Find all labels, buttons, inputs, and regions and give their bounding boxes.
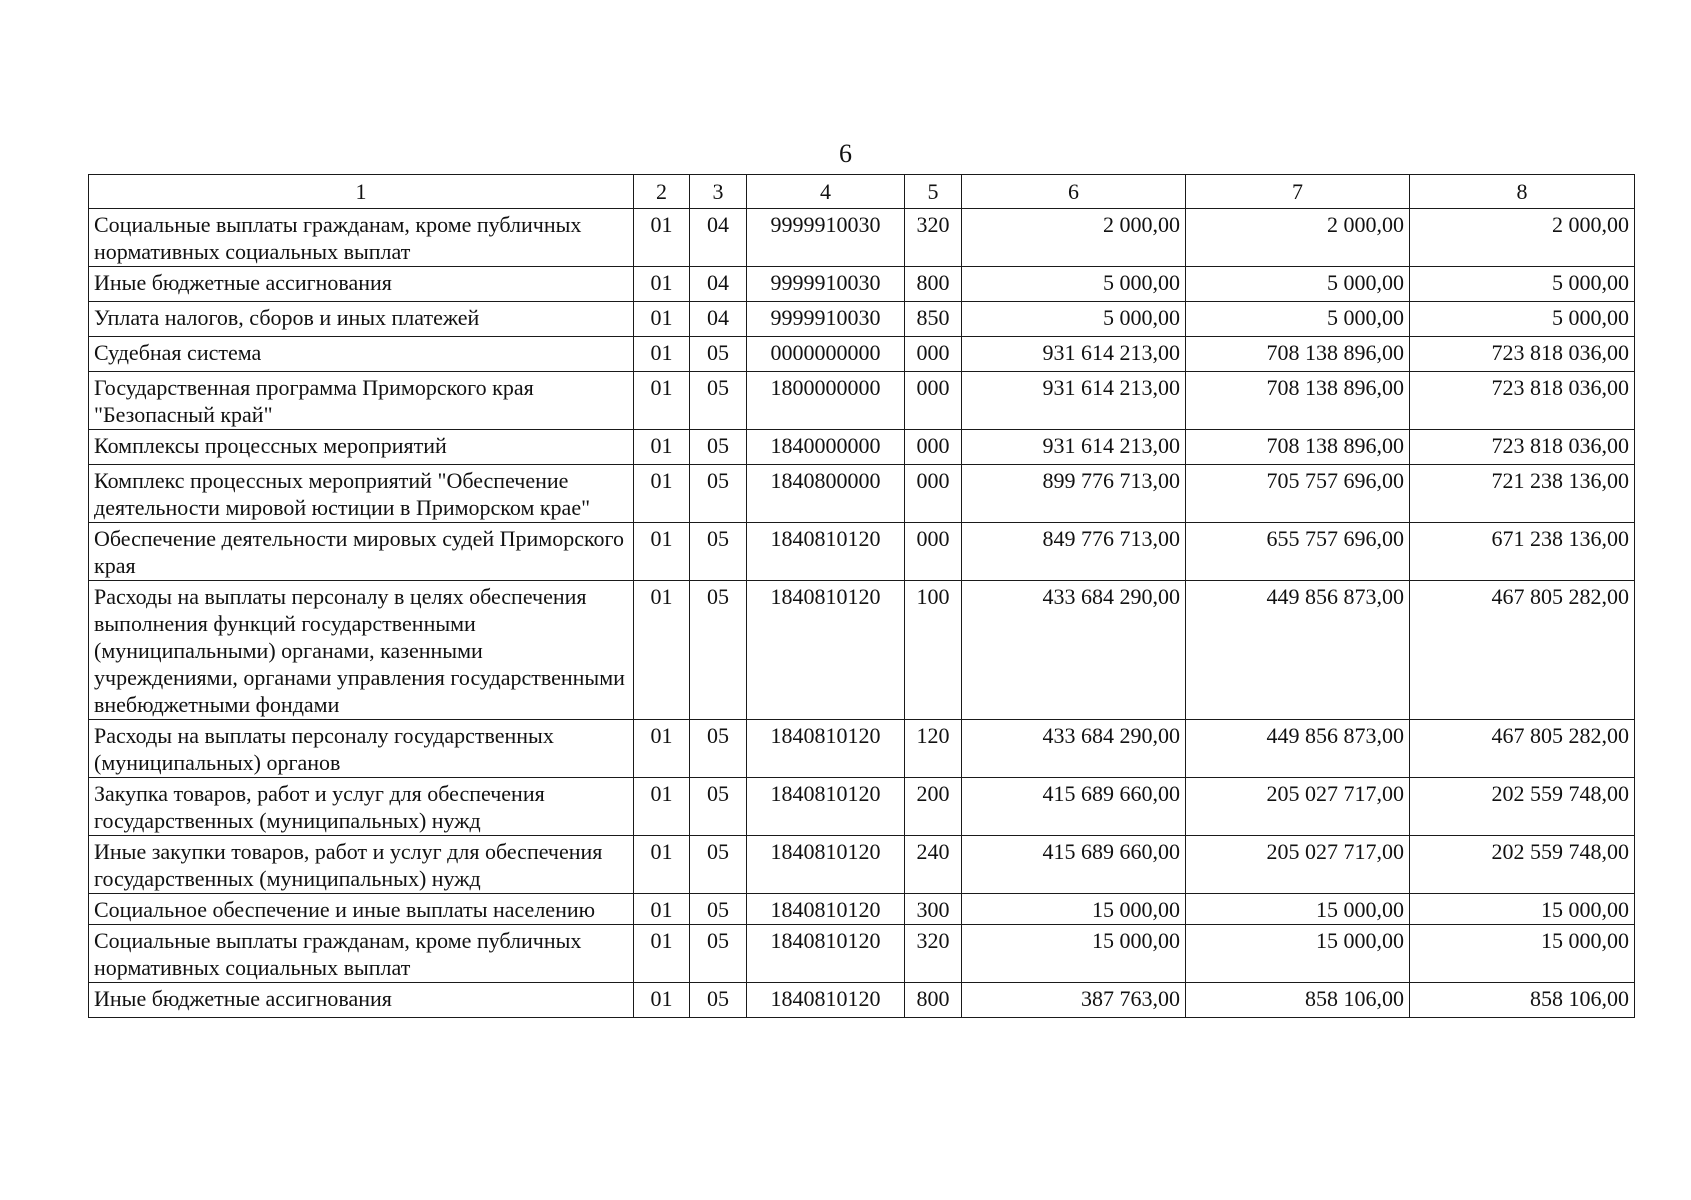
amount-col-7: 708 138 896,00	[1186, 337, 1410, 372]
amount-col-6: 5 000,00	[962, 267, 1186, 302]
section-code: 01	[634, 372, 690, 430]
expense-name: Расходы на выплаты персоналу государственных (муниципальных) органов	[89, 720, 634, 778]
section-code: 01	[634, 430, 690, 465]
subsection-code: 05	[690, 778, 747, 836]
section-code: 01	[634, 720, 690, 778]
target-article-code: 1840000000	[747, 430, 905, 465]
amount-col-7: 708 138 896,00	[1186, 430, 1410, 465]
amount-col-8: 15 000,00	[1410, 894, 1635, 925]
table-row	[89, 337, 1635, 372]
amount-col-7: 449 856 873,00	[1186, 720, 1410, 778]
amount-col-8: 467 805 282,00	[1410, 720, 1635, 778]
amount-col-7: 205 027 717,00	[1186, 778, 1410, 836]
subsection-code: 05	[690, 372, 747, 430]
subsection-code: 05	[690, 894, 747, 925]
amount-col-6: 849 776 713,00	[962, 523, 1186, 581]
table-row	[89, 925, 1635, 983]
subsection-code: 05	[690, 720, 747, 778]
subsection-code: 05	[690, 337, 747, 372]
subsection-code: 05	[690, 836, 747, 894]
subsection-code: 05	[690, 523, 747, 581]
amount-col-7: 708 138 896,00	[1186, 372, 1410, 430]
expense-name: Комплексы процессных мероприятий	[89, 430, 634, 465]
target-article-code: 1800000000	[747, 372, 905, 430]
expense-type-code: 850	[905, 302, 962, 337]
amount-col-8: 858 106,00	[1410, 983, 1635, 1018]
expense-type-code: 000	[905, 523, 962, 581]
section-code: 01	[634, 267, 690, 302]
amount-col-8: 671 238 136,00	[1410, 523, 1635, 581]
column-header-1: 1	[89, 175, 634, 209]
amount-col-7: 705 757 696,00	[1186, 465, 1410, 523]
amount-col-7: 5 000,00	[1186, 302, 1410, 337]
expense-type-code: 200	[905, 778, 962, 836]
target-article-code: 0000000000	[747, 337, 905, 372]
amount-col-6: 5 000,00	[962, 302, 1186, 337]
subsection-code: 04	[690, 267, 747, 302]
amount-col-6: 415 689 660,00	[962, 778, 1186, 836]
page-number: 6	[839, 139, 852, 168]
column-header-2: 2	[634, 175, 690, 209]
expense-name: Уплата налогов, сборов и иных платежей	[89, 302, 634, 337]
amount-col-8: 5 000,00	[1410, 302, 1635, 337]
table-row	[89, 209, 1635, 267]
amount-col-6: 387 763,00	[962, 983, 1186, 1018]
section-code: 01	[634, 925, 690, 983]
subsection-code: 05	[690, 925, 747, 983]
subsection-code: 05	[690, 581, 747, 720]
table-row	[89, 836, 1635, 894]
subsection-code: 04	[690, 209, 747, 267]
target-article-code: 1840810120	[747, 581, 905, 720]
section-code: 01	[634, 337, 690, 372]
target-article-code: 1840810120	[747, 925, 905, 983]
amount-col-6: 15 000,00	[962, 925, 1186, 983]
amount-col-7: 655 757 696,00	[1186, 523, 1410, 581]
subsection-code: 04	[690, 302, 747, 337]
expense-type-code: 100	[905, 581, 962, 720]
expense-name: Комплекс процессных мероприятий "Обеспечение деятельности мировой юстиции в Приморском крае"	[89, 465, 634, 523]
table-row	[89, 778, 1635, 836]
section-code: 01	[634, 983, 690, 1018]
amount-col-6: 2 000,00	[962, 209, 1186, 267]
amount-col-7: 205 027 717,00	[1186, 836, 1410, 894]
amount-col-6: 931 614 213,00	[962, 337, 1186, 372]
expense-type-code: 320	[905, 925, 962, 983]
section-code: 01	[634, 302, 690, 337]
target-article-code: 1840810120	[747, 720, 905, 778]
column-header-5: 5	[905, 175, 962, 209]
expense-name: Иные бюджетные ассигнования	[89, 267, 634, 302]
amount-col-7: 15 000,00	[1186, 925, 1410, 983]
expense-name: Социальные выплаты гражданам, кроме публичных нормативных социальных выплат	[89, 209, 634, 267]
budget-table	[88, 174, 1635, 1018]
amount-col-8: 467 805 282,00	[1410, 581, 1635, 720]
subsection-code: 05	[690, 983, 747, 1018]
column-header-7: 7	[1186, 175, 1410, 209]
amount-col-6: 415 689 660,00	[962, 836, 1186, 894]
target-article-code: 1840800000	[747, 465, 905, 523]
amount-col-6: 433 684 290,00	[962, 720, 1186, 778]
section-code: 01	[634, 209, 690, 267]
amount-col-8: 5 000,00	[1410, 267, 1635, 302]
expense-name: Государственная программа Приморского края "Безопасный край"	[89, 372, 634, 430]
expense-type-code: 000	[905, 465, 962, 523]
expense-name: Закупка товаров, работ и услуг для обеспечения государственных (муниципальных) нужд	[89, 778, 634, 836]
column-header-3: 3	[690, 175, 747, 209]
amount-col-6: 433 684 290,00	[962, 581, 1186, 720]
amount-col-8: 721 238 136,00	[1410, 465, 1635, 523]
expense-type-code: 000	[905, 430, 962, 465]
table-row	[89, 302, 1635, 337]
amount-col-7: 2 000,00	[1186, 209, 1410, 267]
table-row	[89, 267, 1635, 302]
expense-name: Расходы на выплаты персоналу в целях обеспечения выполнения функций государственными (муниципальными) органами, казенными учреждениями, органами управления государственными внебюджетными фондами	[89, 581, 634, 720]
amount-col-7: 858 106,00	[1186, 983, 1410, 1018]
expense-name: Иные закупки товаров, работ и услуг для обеспечения государственных (муниципальных) нужд	[89, 836, 634, 894]
expense-name: Судебная система	[89, 337, 634, 372]
expense-name: Иные бюджетные ассигнования	[89, 983, 634, 1018]
amount-col-7: 449 856 873,00	[1186, 581, 1410, 720]
expense-name: Социальное обеспечение и иные выплаты населению	[89, 894, 634, 925]
expense-type-code: 300	[905, 894, 962, 925]
section-code: 01	[634, 836, 690, 894]
column-header-8: 8	[1410, 175, 1635, 209]
section-code: 01	[634, 778, 690, 836]
section-code: 01	[634, 581, 690, 720]
target-article-code: 1840810120	[747, 983, 905, 1018]
amount-col-8: 723 818 036,00	[1410, 372, 1635, 430]
amount-col-6: 899 776 713,00	[962, 465, 1186, 523]
section-code: 01	[634, 523, 690, 581]
table-row	[89, 430, 1635, 465]
expense-type-code: 000	[905, 372, 962, 430]
target-article-code: 9999910030	[747, 302, 905, 337]
table-row	[89, 720, 1635, 778]
table-row	[89, 523, 1635, 581]
header-row	[89, 175, 1635, 209]
amount-col-8: 723 818 036,00	[1410, 337, 1635, 372]
expense-type-code: 800	[905, 267, 962, 302]
expense-type-code: 000	[905, 337, 962, 372]
expense-type-code: 240	[905, 836, 962, 894]
amount-col-8: 723 818 036,00	[1410, 430, 1635, 465]
expense-type-code: 800	[905, 983, 962, 1018]
target-article-code: 1840810120	[747, 836, 905, 894]
target-article-code: 1840810120	[747, 894, 905, 925]
target-article-code: 1840810120	[747, 523, 905, 581]
subsection-code: 05	[690, 465, 747, 523]
amount-col-8: 202 559 748,00	[1410, 836, 1635, 894]
amount-col-8: 2 000,00	[1410, 209, 1635, 267]
table-row	[89, 465, 1635, 523]
table-row	[89, 372, 1635, 430]
amount-col-6: 931 614 213,00	[962, 430, 1186, 465]
expense-name: Социальные выплаты гражданам, кроме публичных нормативных социальных выплат	[89, 925, 634, 983]
table-row	[89, 983, 1635, 1018]
table-row	[89, 581, 1635, 720]
expense-type-code: 320	[905, 209, 962, 267]
subsection-code: 05	[690, 430, 747, 465]
section-code: 01	[634, 465, 690, 523]
expense-name: Обеспечение деятельности мировых судей Приморского края	[89, 523, 634, 581]
amount-col-6: 931 614 213,00	[962, 372, 1186, 430]
target-article-code: 9999910030	[747, 267, 905, 302]
amount-col-7: 15 000,00	[1186, 894, 1410, 925]
section-code: 01	[634, 894, 690, 925]
amount-col-6: 15 000,00	[962, 894, 1186, 925]
column-header-4: 4	[747, 175, 905, 209]
target-article-code: 9999910030	[747, 209, 905, 267]
expense-type-code: 120	[905, 720, 962, 778]
amount-col-7: 5 000,00	[1186, 267, 1410, 302]
column-header-6: 6	[962, 175, 1186, 209]
amount-col-8: 15 000,00	[1410, 925, 1635, 983]
table-row	[89, 894, 1635, 925]
target-article-code: 1840810120	[747, 778, 905, 836]
amount-col-8: 202 559 748,00	[1410, 778, 1635, 836]
